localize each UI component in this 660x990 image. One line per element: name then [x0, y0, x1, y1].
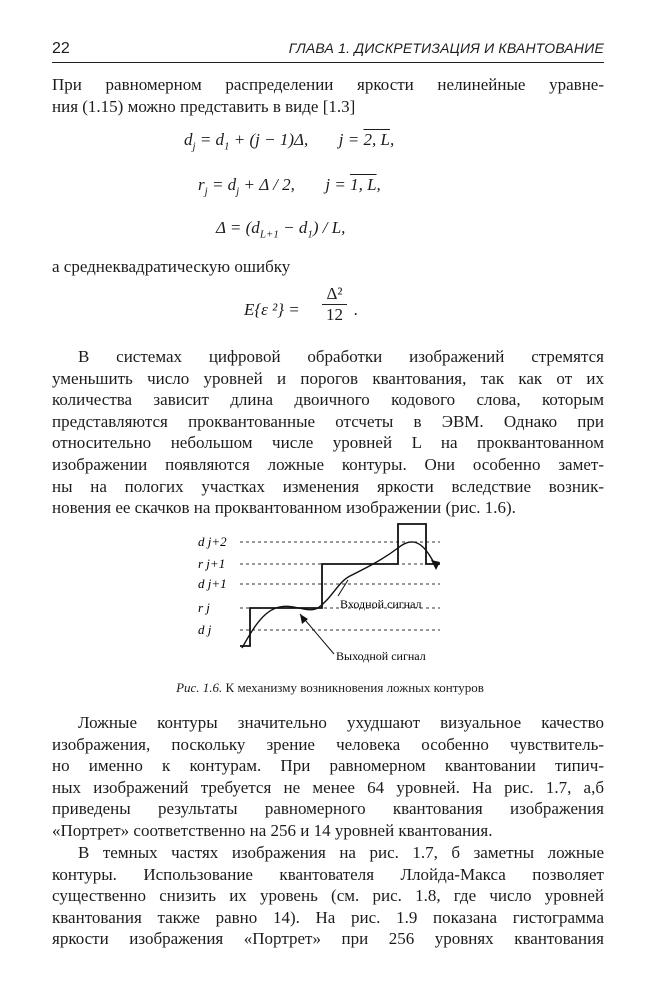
- formula-step: $\Delta = (d_{L+1} - d_1) / L$,: [216, 218, 346, 241]
- text-line: ны на пологих участках изменения яркости вследствие возник-: [52, 476, 604, 496]
- formula-error-end: .: [354, 300, 359, 319]
- formula-error-lhs: E{ε ²} =: [244, 300, 300, 319]
- text-line: существенно снизить их уровень (см. рис. 1.8, где число уровней: [52, 886, 604, 906]
- input-arrow-head: [431, 560, 440, 570]
- paragraph-lloyd-max: [52, 842, 604, 950]
- text-line: относительно небольшом числе уровней L на проквантованном: [52, 433, 604, 453]
- fraction-denominator: 12: [326, 305, 343, 324]
- text-line: «Портрет» соответственно на 256 и 14 уровней квантования.: [52, 820, 493, 840]
- text-line: но именно к контурам. При равномерном квантовании типич-: [52, 756, 604, 776]
- text-line: квантования также равно 14). На рис. 1.9 показана гистограмма: [52, 907, 604, 927]
- text-line: количества зависит длина двоичного кодового слова, которым: [52, 390, 604, 410]
- text-line: Ложные контуры значительно ухудшают визуальное качество: [78, 713, 604, 732]
- label-dj2: d j+2: [198, 534, 227, 549]
- formula-error-fraction: [322, 284, 347, 325]
- figure-false-contours: [0, 518, 660, 668]
- input-signal-label: Входной сигнал: [340, 597, 422, 611]
- page-number: 22: [52, 40, 70, 57]
- text-line: В темных частях изображения на рис. 1.7, б заметны ложные: [78, 843, 604, 862]
- label-rj1: r j+1: [198, 556, 226, 571]
- text-line: При равномерном распределении яркости нелинейные уравне-: [52, 75, 604, 94]
- label-dj1: d j+1: [198, 576, 227, 591]
- formula-level: $r_j = d_j + \Delta / 2$, j = 1, L,: [198, 175, 381, 198]
- text-line: уменьшить число уровней и порогов квантования, так как от их: [52, 368, 604, 388]
- caption-text: К механизму возникновения ложных контуров: [222, 680, 484, 695]
- text-line: представляются проквантованные отсчеты в ЭВМ. Однако при: [52, 411, 604, 431]
- intro-paragraph: [52, 74, 604, 117]
- header-rule: [52, 62, 604, 63]
- running-header: [52, 40, 604, 64]
- output-signal-label: Выходной сигнал: [336, 649, 426, 663]
- label-dj: d j: [198, 622, 212, 637]
- chapter-title: ГЛАВА 1. ДИСКРЕТИЗАЦИЯ И КВАНТОВАНИЕ: [288, 40, 604, 56]
- text-line: новения ее скачков на проквантованном изображении (рис. 1.6).: [52, 498, 516, 518]
- text-line: изображении появляются ложные контуры. Они особенно замет-: [52, 454, 604, 474]
- text-line: яркости изображения «Портрет» при 256 уровнях квантования: [52, 929, 604, 949]
- text-line: контуры. Использование квантователя Ллойда-Макса позволяет: [52, 864, 604, 884]
- figure-caption: [0, 680, 660, 696]
- label-rj: r j: [198, 600, 210, 615]
- paragraph-false-contours: [52, 712, 604, 842]
- text-line: приведены результаты равномерного квантования изображения: [52, 799, 604, 819]
- text-line: а среднеквадратическую ошибку: [52, 257, 291, 276]
- fraction-numerator: Δ²: [322, 284, 347, 305]
- text-line: ных изображений требуется не менее 64 уровней. На рис. 1.7, а,б: [52, 777, 604, 797]
- formula-threshold: $d_j = d_1 + (j - 1)\Delta$, j = 2, L,: [184, 130, 395, 153]
- mse-intro: [52, 256, 604, 278]
- paragraph-quantization: [52, 346, 604, 519]
- text-line: В системах цифровой обработки изображений стремятся: [78, 347, 604, 366]
- text-line: ния (1.15) можно представить в виде [1.3]: [52, 96, 356, 116]
- input-pointer-line: [338, 580, 348, 596]
- caption-prefix: Рис. 1.6.: [176, 680, 223, 695]
- text-line: изображения, поскольку зрение человека особенно чувствитель-: [52, 734, 604, 754]
